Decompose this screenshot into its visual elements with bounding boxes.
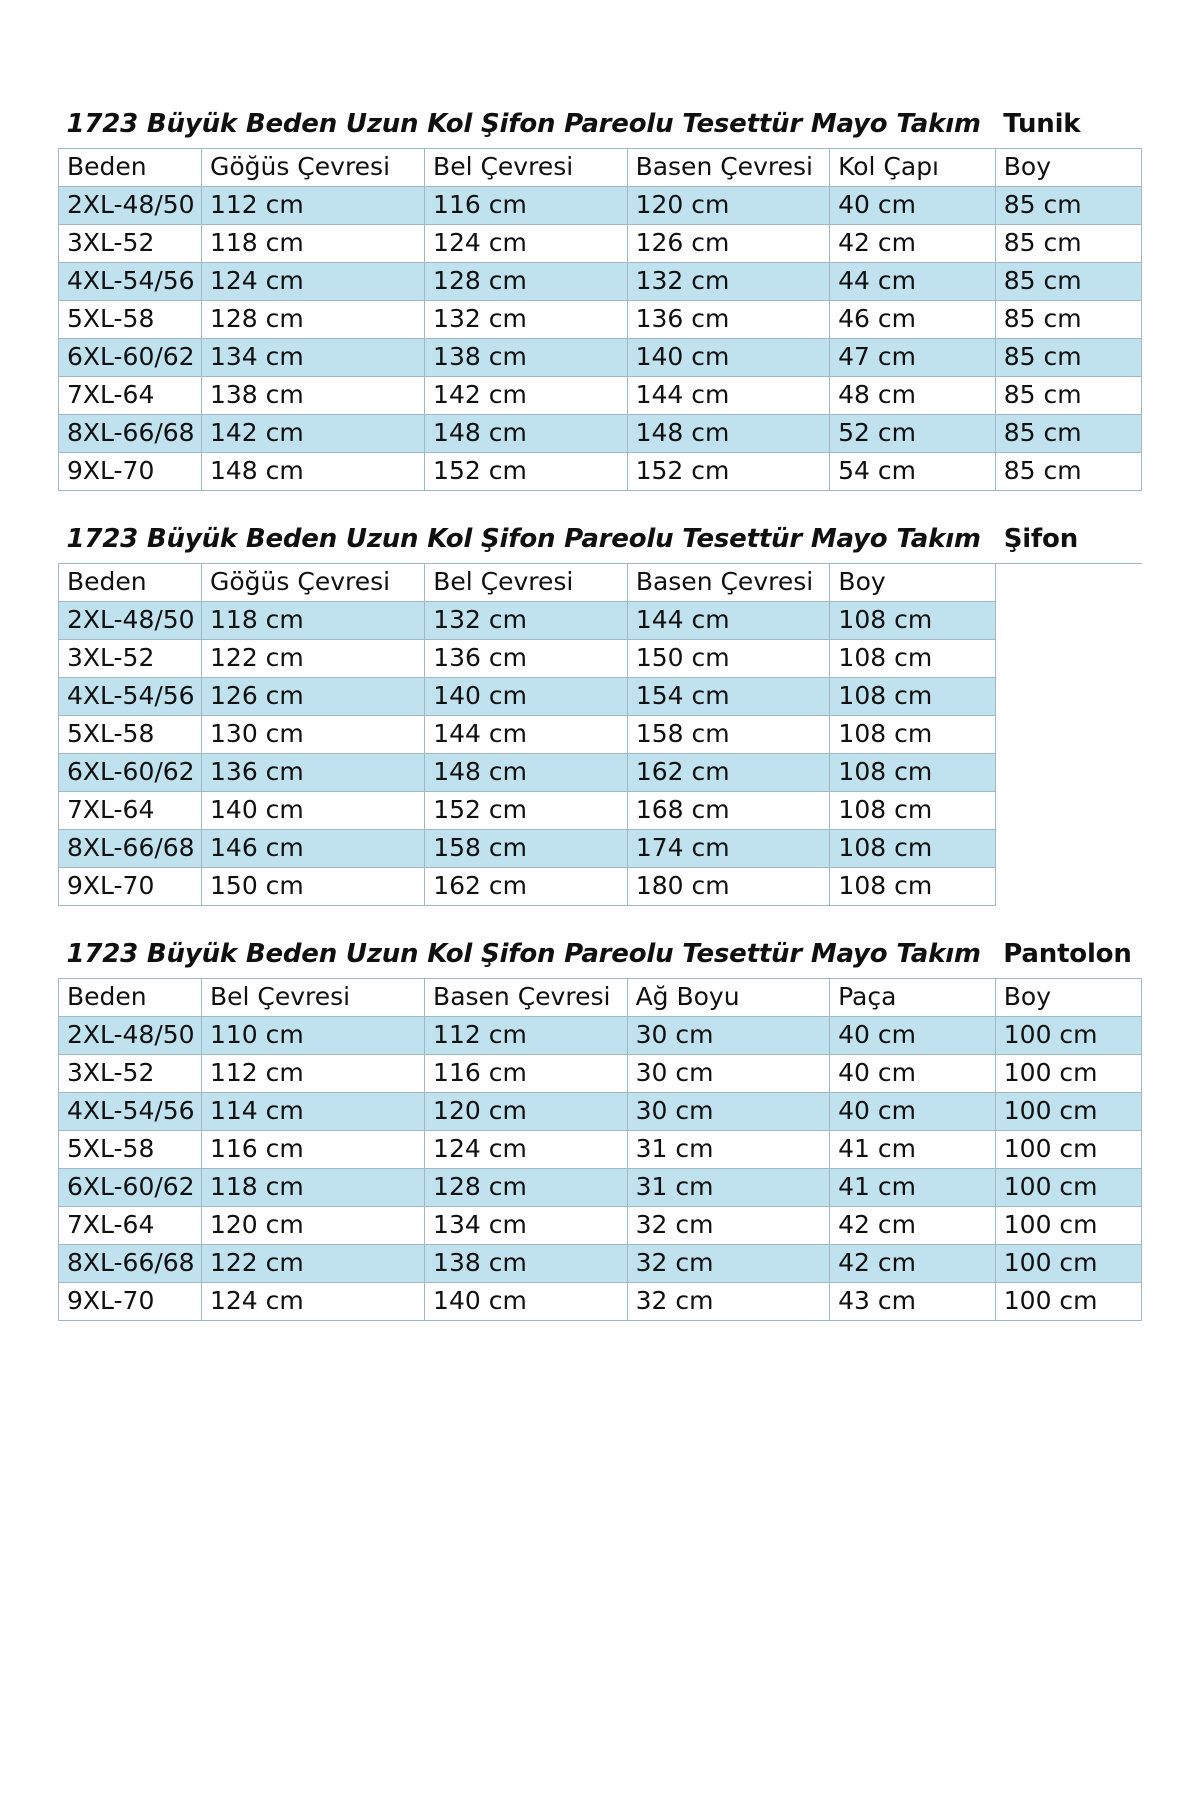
cell-value: 48 cm <box>830 377 996 415</box>
cell-value: 122 cm <box>202 640 425 678</box>
cell-value: 42 cm <box>830 225 996 263</box>
cell-value: 100 cm <box>995 1283 1141 1321</box>
size-table-sifon <box>58 523 1142 906</box>
cell-value: 42 cm <box>830 1207 996 1245</box>
cell-value: 108 cm <box>830 602 996 640</box>
cell-value: 158 cm <box>425 830 628 868</box>
column-header: Kol Çapı <box>830 149 996 187</box>
cell-value: 118 cm <box>201 1169 424 1207</box>
cell-value: 128 cm <box>425 1169 628 1207</box>
cell-value: 138 cm <box>425 339 628 377</box>
table-row <box>59 678 1143 716</box>
cell-size: 3XL-52 <box>59 1055 202 1093</box>
column-header: Boy <box>995 979 1141 1017</box>
cell-value: 138 cm <box>425 1245 628 1283</box>
cell-value: 138 cm <box>201 377 424 415</box>
cell-value: 100 cm <box>995 1245 1141 1283</box>
cell-size: 2XL-48/50 <box>59 602 202 640</box>
cell-value: 110 cm <box>201 1017 424 1055</box>
column-header: Basen Çevresi <box>627 149 830 187</box>
cell-size: 8XL-66/68 <box>59 830 202 868</box>
cell-size: 6XL-60/62 <box>59 1169 202 1207</box>
cell-value: 124 cm <box>425 1131 628 1169</box>
cell-value: 140 cm <box>627 339 830 377</box>
cell-value: 85 cm <box>995 453 1141 491</box>
cell-value: 142 cm <box>201 415 424 453</box>
table-row <box>59 1131 1142 1169</box>
table-row <box>59 602 1143 640</box>
cell-value: 100 cm <box>995 1207 1141 1245</box>
cell-value: 41 cm <box>830 1169 996 1207</box>
cell-value: 140 cm <box>425 1283 628 1321</box>
cell-value: 126 cm <box>627 225 830 263</box>
table-row <box>59 377 1142 415</box>
table-row <box>59 1283 1142 1321</box>
cell-value: 124 cm <box>201 263 424 301</box>
table-header-row <box>59 564 1143 602</box>
cell-value: 100 cm <box>995 1017 1141 1055</box>
column-header: Beden <box>59 564 202 602</box>
table-row <box>59 830 1143 868</box>
cell-value: 132 cm <box>627 263 830 301</box>
table-row <box>59 187 1142 225</box>
cell-size: 6XL-60/62 <box>59 754 202 792</box>
cell-value: 134 cm <box>201 339 424 377</box>
cell-value: 100 cm <box>995 1093 1141 1131</box>
cell-value: 100 cm <box>995 1055 1141 1093</box>
cell-value: 40 cm <box>830 187 996 225</box>
cell-value: 32 cm <box>627 1207 830 1245</box>
cell-value: 85 cm <box>995 187 1141 225</box>
cell-value: 31 cm <box>627 1131 830 1169</box>
table-tag: Pantolon <box>995 938 1141 979</box>
column-header: Göğüs Çevresi <box>202 564 425 602</box>
column-header: Boy <box>830 564 996 602</box>
cell-value: 148 cm <box>425 754 628 792</box>
column-header: Bel Çevresi <box>201 979 424 1017</box>
cell-value: 130 cm <box>202 716 425 754</box>
cell-value: 114 cm <box>201 1093 424 1131</box>
table-spacer <box>58 906 1142 938</box>
cell-value: 85 cm <box>995 377 1141 415</box>
column-header: Ağ Boyu <box>627 979 830 1017</box>
cell-value: 54 cm <box>830 453 996 491</box>
cell-value: 120 cm <box>627 187 830 225</box>
cell-value: 108 cm <box>830 716 996 754</box>
cell-value: 148 cm <box>425 415 628 453</box>
cell-value: 162 cm <box>425 868 628 906</box>
cell-value: 40 cm <box>830 1017 996 1055</box>
table-row <box>59 1169 1142 1207</box>
cell-value: 112 cm <box>425 1017 628 1055</box>
cell-value: 120 cm <box>201 1207 424 1245</box>
cell-value: 124 cm <box>425 225 628 263</box>
cell-value: 108 cm <box>830 792 996 830</box>
cell-value: 162 cm <box>627 754 830 792</box>
cell-value: 118 cm <box>201 225 424 263</box>
cell-size: 7XL-64 <box>59 377 202 415</box>
cell-value: 31 cm <box>627 1169 830 1207</box>
cell-size: 9XL-70 <box>59 453 202 491</box>
cell-value: 174 cm <box>627 830 830 868</box>
cell-value: 118 cm <box>202 602 425 640</box>
table-title: 1723 Büyük Beden Uzun Kol Şifon Pareolu Tesettür Mayo Takım <box>59 108 996 149</box>
table-title: 1723 Büyük Beden Uzun Kol Şifon Pareolu Tesettür Mayo Takım <box>59 938 996 979</box>
cell-value: 150 cm <box>202 868 425 906</box>
cell-value: 40 cm <box>830 1055 996 1093</box>
cell-value: 30 cm <box>627 1017 830 1055</box>
cell-value: 40 cm <box>830 1093 996 1131</box>
cell-value: 128 cm <box>425 263 628 301</box>
cell-value: 112 cm <box>201 187 424 225</box>
table-row <box>59 453 1142 491</box>
table-row <box>59 415 1142 453</box>
cell-size: 7XL-64 <box>59 792 202 830</box>
cell-value: 152 cm <box>627 453 830 491</box>
cell-empty <box>996 830 1142 868</box>
cell-empty <box>996 792 1142 830</box>
cell-value: 140 cm <box>425 678 628 716</box>
cell-size: 4XL-54/56 <box>59 678 202 716</box>
cell-size: 3XL-52 <box>59 640 202 678</box>
cell-value: 122 cm <box>201 1245 424 1283</box>
table-row <box>59 1055 1142 1093</box>
cell-value: 180 cm <box>627 868 830 906</box>
table-row <box>59 1207 1142 1245</box>
cell-value: 136 cm <box>425 640 628 678</box>
cell-value: 140 cm <box>202 792 425 830</box>
table-title-row <box>59 523 1143 564</box>
cell-empty <box>996 716 1142 754</box>
cell-value: 47 cm <box>830 339 996 377</box>
cell-size: 8XL-66/68 <box>59 1245 202 1283</box>
table-title-row <box>59 108 1142 149</box>
cell-value: 120 cm <box>425 1093 628 1131</box>
cell-value: 85 cm <box>995 301 1141 339</box>
cell-value: 128 cm <box>201 301 424 339</box>
column-header: Göğüs Çevresi <box>201 149 424 187</box>
cell-value: 52 cm <box>830 415 996 453</box>
column-header: Basen Çevresi <box>425 979 628 1017</box>
cell-size: 4XL-54/56 <box>59 1093 202 1131</box>
cell-value: 108 cm <box>830 640 996 678</box>
table-spacer <box>58 491 1142 523</box>
column-header: Paça <box>830 979 996 1017</box>
table-row <box>59 263 1142 301</box>
column-header: Basen Çevresi <box>627 564 830 602</box>
cell-size: 2XL-48/50 <box>59 1017 202 1055</box>
cell-value: 108 cm <box>830 830 996 868</box>
cell-value: 136 cm <box>202 754 425 792</box>
cell-value: 152 cm <box>425 792 628 830</box>
cell-size: 7XL-64 <box>59 1207 202 1245</box>
cell-value: 30 cm <box>627 1055 830 1093</box>
table-tag: Tunik <box>995 108 1141 149</box>
cell-value: 44 cm <box>830 263 996 301</box>
table-row <box>59 1017 1142 1055</box>
cell-value: 41 cm <box>830 1131 996 1169</box>
cell-empty <box>996 640 1142 678</box>
table-header-row <box>59 149 1142 187</box>
cell-value: 85 cm <box>995 263 1141 301</box>
table-row <box>59 754 1143 792</box>
cell-value: 108 cm <box>830 678 996 716</box>
cell-value: 132 cm <box>425 602 628 640</box>
cell-value: 85 cm <box>995 225 1141 263</box>
cell-value: 43 cm <box>830 1283 996 1321</box>
cell-value: 142 cm <box>425 377 628 415</box>
cell-value: 32 cm <box>627 1283 830 1321</box>
size-table-block-pantolon <box>58 938 1142 1321</box>
cell-size: 4XL-54/56 <box>59 263 202 301</box>
table-header-row <box>59 979 1142 1017</box>
column-header: Beden <box>59 979 202 1017</box>
table-row <box>59 868 1143 906</box>
cell-value: 144 cm <box>627 602 830 640</box>
cell-size: 6XL-60/62 <box>59 339 202 377</box>
cell-value: 144 cm <box>627 377 830 415</box>
cell-size: 9XL-70 <box>59 1283 202 1321</box>
cell-value: 124 cm <box>201 1283 424 1321</box>
size-table-tunik <box>58 108 1142 491</box>
table-row <box>59 225 1142 263</box>
cell-value: 116 cm <box>425 1055 628 1093</box>
cell-size: 5XL-58 <box>59 716 202 754</box>
cell-value: 152 cm <box>425 453 628 491</box>
cell-value: 158 cm <box>627 716 830 754</box>
cell-value: 144 cm <box>425 716 628 754</box>
cell-value: 108 cm <box>830 868 996 906</box>
column-header: Bel Çevresi <box>425 149 628 187</box>
table-title-row <box>59 938 1142 979</box>
table-row <box>59 1245 1142 1283</box>
cell-empty <box>996 868 1142 906</box>
cell-empty <box>996 754 1142 792</box>
table-row <box>59 716 1143 754</box>
cell-value: 85 cm <box>995 339 1141 377</box>
cell-size: 8XL-66/68 <box>59 415 202 453</box>
cell-empty <box>996 678 1142 716</box>
cell-value: 100 cm <box>995 1169 1141 1207</box>
cell-value: 132 cm <box>425 301 628 339</box>
table-title: 1723 Büyük Beden Uzun Kol Şifon Pareolu Tesettür Mayo Takım <box>59 523 996 564</box>
cell-value: 154 cm <box>627 678 830 716</box>
column-header: Beden <box>59 149 202 187</box>
cell-value: 150 cm <box>627 640 830 678</box>
cell-value: 46 cm <box>830 301 996 339</box>
cell-value: 126 cm <box>202 678 425 716</box>
cell-value: 134 cm <box>425 1207 628 1245</box>
cell-value: 112 cm <box>201 1055 424 1093</box>
cell-value: 116 cm <box>201 1131 424 1169</box>
table-row <box>59 1093 1142 1131</box>
table-row <box>59 339 1142 377</box>
size-table-block-sifon <box>58 523 1142 906</box>
cell-value: 100 cm <box>995 1131 1141 1169</box>
cell-size: 9XL-70 <box>59 868 202 906</box>
cell-value: 148 cm <box>627 415 830 453</box>
cell-value: 30 cm <box>627 1093 830 1131</box>
size-table-pantolon <box>58 938 1142 1321</box>
column-header-empty <box>996 564 1142 602</box>
table-row <box>59 792 1143 830</box>
column-header: Boy <box>995 149 1141 187</box>
cell-size: 5XL-58 <box>59 1131 202 1169</box>
cell-value: 168 cm <box>627 792 830 830</box>
cell-size: 3XL-52 <box>59 225 202 263</box>
cell-value: 148 cm <box>201 453 424 491</box>
cell-value: 85 cm <box>995 415 1141 453</box>
cell-value: 108 cm <box>830 754 996 792</box>
column-header: Bel Çevresi <box>425 564 628 602</box>
cell-value: 116 cm <box>425 187 628 225</box>
cell-value: 42 cm <box>830 1245 996 1283</box>
cell-value: 136 cm <box>627 301 830 339</box>
cell-size: 5XL-58 <box>59 301 202 339</box>
cell-empty <box>996 602 1142 640</box>
table-row <box>59 301 1142 339</box>
table-tag: Şifon <box>996 523 1142 564</box>
cell-value: 146 cm <box>202 830 425 868</box>
table-row <box>59 640 1143 678</box>
size-table-block-tunik <box>58 108 1142 491</box>
cell-value: 32 cm <box>627 1245 830 1283</box>
cell-size: 2XL-48/50 <box>59 187 202 225</box>
